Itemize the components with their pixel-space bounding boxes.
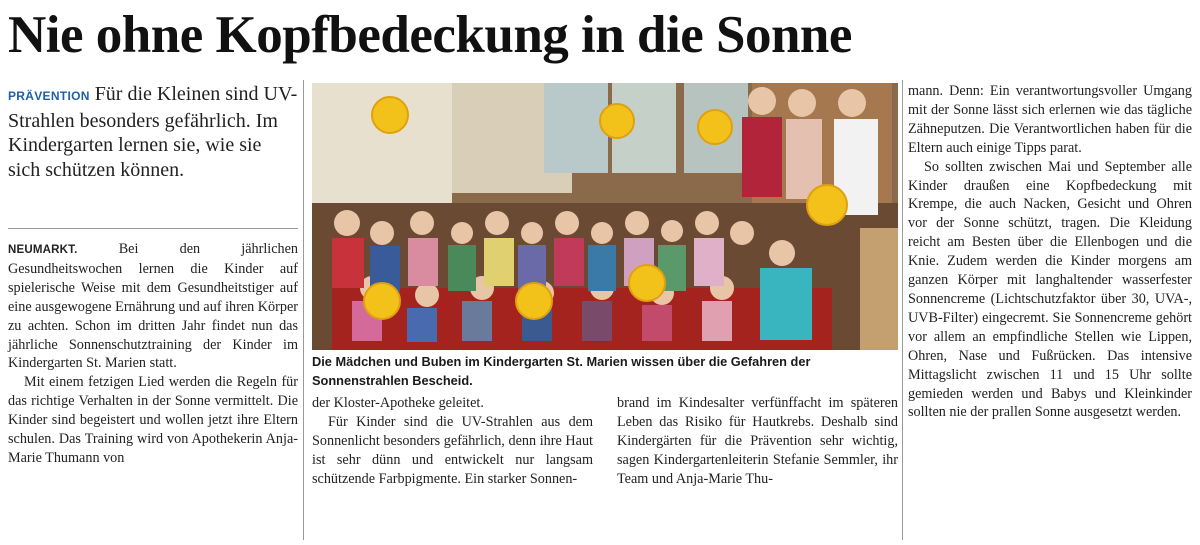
paragraph: der Kloster-Apotheke geleitet. xyxy=(312,395,484,411)
topic-kicker: PRÄVENTION xyxy=(8,89,90,103)
photo-illustration xyxy=(312,83,898,350)
paragraph: mann. Denn: Ein verantwortungsvoller Umgang mit der Sonne lässt sich erlernen wie das tägliche Zähneputzen. Die Verantwortlichen haben für die Eltern auch einige Tipps parat. xyxy=(908,83,1192,156)
lead-paragraph xyxy=(8,82,298,182)
paragraph: Für Kinder sind die UV-Strahlen aus dem Sonnenlicht besonders gefährlich, denn ihre Haut ist sehr dünn und entwickelt nur langsam schützende Farbpigmente. Ein starker Sonnen- xyxy=(312,413,593,487)
photo-caption: Die Mädchen und Buben im Kindergarten St. Marien wissen über die Gefahren der Sonnenstrahlen Bescheid. xyxy=(312,354,811,388)
kindergarten-group-photo xyxy=(312,83,898,350)
paragraph: Mit einem fetzigen Lied werden die Regeln für das richtige Verhalten in der Sonne vermittelt. Die Kinder sind begeistert und wollen jetzt ihre Eltern schulen. Das Training wird von Apothekerin Anja-Marie Thumann von xyxy=(8,374,298,466)
paragraph-text: Bei den jährlichen Gesundheitswochen lernen die Kinder auf spielerische Weise mit dem Gesundheitstiger auf eine ausgewogene Ernährung und auf ihren Körper zu achten. Schon im dritten Jahr findet nun das jährliche Sonnenschutztraining der Kinder im Kindergarten St. Marien statt. xyxy=(8,241,298,372)
lead-text: Für die Kleinen sind UV-Strahlen besonders gefährlich. Im Kindergarten lernen sie, wie sie sich schützen können. xyxy=(8,83,298,181)
dateline: NEUMARKT. xyxy=(8,244,78,256)
column-rule xyxy=(303,80,304,540)
article-column-2 xyxy=(312,394,593,489)
headline: Nie ohne Kopfbedeckung in die Sonne xyxy=(8,6,852,64)
paragraph: brand im Kindesalter verfünffacht im späteren Leben das Risiko für Hautkrebs. Deshalb sind Kindergärten für die Prävention sehr wichtig, sagen Kindergartenleiterin Stefanie Semmler, ihr Team und Anja-Marie Thu- xyxy=(617,395,898,487)
article-column-1 xyxy=(8,240,298,468)
lead-divider xyxy=(8,228,298,229)
article-column-3 xyxy=(617,394,898,489)
paragraph: So sollten zwischen Mai und September alle Kinder draußen eine Kopfbedeckung mit Krempe, die auch Nacken, Gesicht und Ohren vor der Sonne schützt, tragen. Die Kleidung reicht am Besten über die Ellenbogen und die Knie. Zudem werden die Kinder morgens am ganzen Körper mit langhaltender wasserfester Sonnencreme (Lichtschutzfaktor über 30, UVA-, UVB-Filter) eingecremt. Sie Sonnencreme gehört vor allem an empfindliche Stellen wie Lippen, Ohren, Nase und Fußrücken. Das intensive Mittagslicht zwischen 11 und 15 Uhr sollte gemieden werden und Babys und Kleinkinder sollten nie der prallen Sonne ausgesetzt werden. xyxy=(908,158,1192,421)
column-rule xyxy=(902,80,903,540)
article-column-4 xyxy=(908,82,1192,422)
paragraph xyxy=(8,240,298,373)
